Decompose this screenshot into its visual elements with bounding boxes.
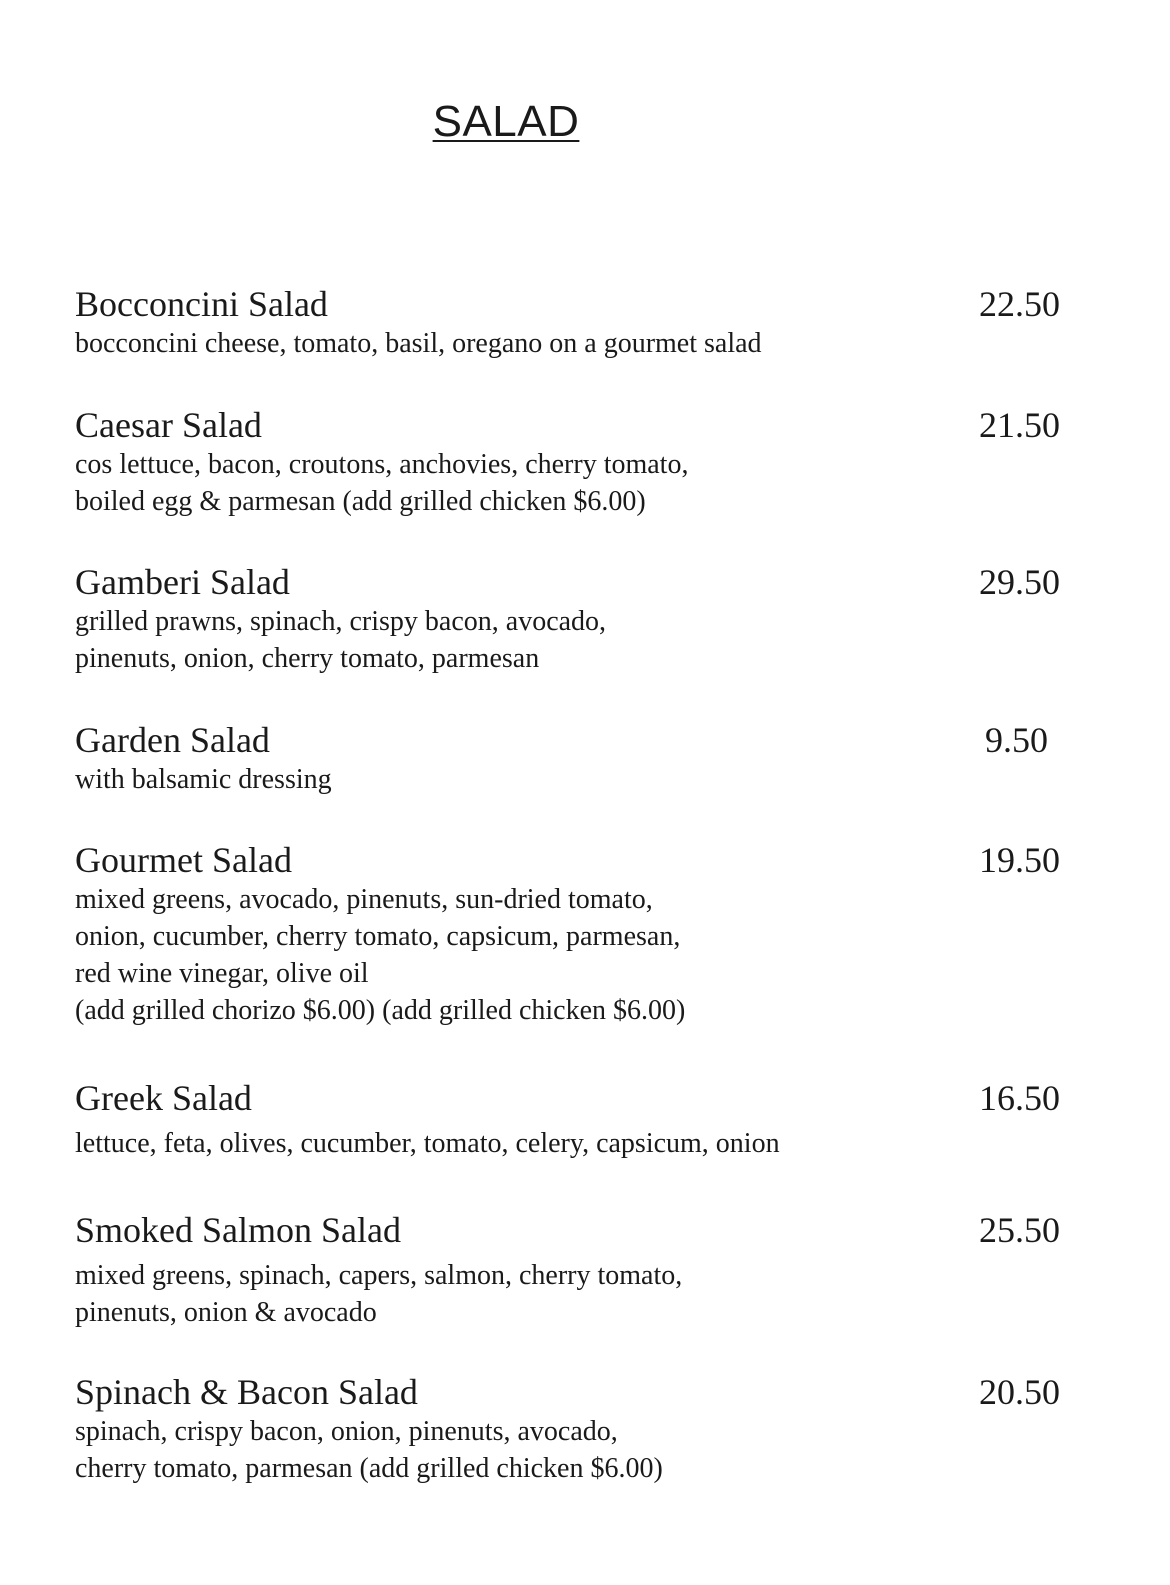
menu-item-price: 9.50 <box>985 720 1048 760</box>
menu-item-name: Caesar Salad <box>75 405 262 445</box>
menu-item-description-line: mixed greens, avocado, pinenuts, sun-dried tomato, <box>75 884 653 915</box>
menu-item-header <box>75 404 1060 446</box>
menu-item-greek-salad <box>75 1077 1060 1162</box>
menu-item-description-line: pinenuts, onion & avocado <box>75 1297 377 1328</box>
menu-item-description-line: red wine vinegar, olive oil <box>75 958 369 989</box>
menu-item-header <box>75 1077 1060 1119</box>
menu-item-price: 19.50 <box>979 840 1060 880</box>
menu-item-name: Gamberi Salad <box>75 562 290 602</box>
menu-item-caesar-salad <box>75 404 1060 520</box>
menu-item-price: 16.50 <box>979 1078 1060 1118</box>
menu-item-description-line: onion, cucumber, cherry tomato, capsicum, parmesan, <box>75 921 681 952</box>
menu-item-description-line: bocconcini cheese, tomato, basil, oregano on a gourmet salad <box>75 328 762 359</box>
menu-item-description-line: grilled prawns, spinach, crispy bacon, avocado, <box>75 606 607 637</box>
menu-item-name: Garden Salad <box>75 720 270 760</box>
menu-item-header <box>75 561 1060 603</box>
menu-item-description-line: with balsamic dressing <box>75 764 332 795</box>
menu-item-header <box>75 719 1060 761</box>
menu-item-description-line: cherry tomato, parmesan (add grilled chicken $6.00) <box>75 1453 663 1484</box>
menu-item-name: Gourmet Salad <box>75 840 292 880</box>
menu-item-description-line: (add grilled chorizo $6.00) (add grilled chicken $6.00) <box>75 995 686 1026</box>
menu-item-price: 21.50 <box>979 405 1060 445</box>
menu-item-name: Greek Salad <box>75 1078 252 1118</box>
menu-item-spinach-bacon-salad <box>75 1371 1060 1487</box>
menu-item-header <box>75 283 1060 325</box>
menu-item-header <box>75 1209 1060 1251</box>
menu-item-price: 22.50 <box>979 284 1060 324</box>
menu-item-garden-salad <box>75 719 1060 798</box>
menu-item-bocconcini-salad <box>75 283 1060 362</box>
menu-item-smoked-salmon-salad <box>75 1209 1060 1331</box>
menu-item-name: Smoked Salmon Salad <box>75 1210 401 1250</box>
menu-item-price: 25.50 <box>979 1210 1060 1250</box>
menu-item-name: Bocconcini Salad <box>75 284 328 324</box>
menu-item-price: 20.50 <box>979 1372 1060 1412</box>
menu-item-description-line: mixed greens, spinach, capers, salmon, cherry tomato, <box>75 1260 683 1291</box>
menu-item-description-line: pinenuts, onion, cherry tomato, parmesan <box>75 643 540 674</box>
menu-item-description-line: cos lettuce, bacon, croutons, anchovies, cherry tomato, <box>75 449 689 480</box>
menu-item-gourmet-salad <box>75 839 1060 1029</box>
page-title: SALAD <box>432 97 580 146</box>
menu-item-header <box>75 1371 1060 1413</box>
menu-item-name: Spinach & Bacon Salad <box>75 1372 418 1412</box>
menu-item-header <box>75 839 1060 881</box>
menu-item-description-line: spinach, crispy bacon, onion, pinenuts, avocado, <box>75 1416 618 1447</box>
menu-item-gamberi-salad <box>75 561 1060 677</box>
menu-item-description-line: boiled egg & parmesan (add grilled chicken $6.00) <box>75 486 646 517</box>
menu-item-description-line: lettuce, feta, olives, cucumber, tomato, celery, capsicum, onion <box>75 1128 780 1159</box>
menu-item-price: 29.50 <box>979 562 1060 602</box>
